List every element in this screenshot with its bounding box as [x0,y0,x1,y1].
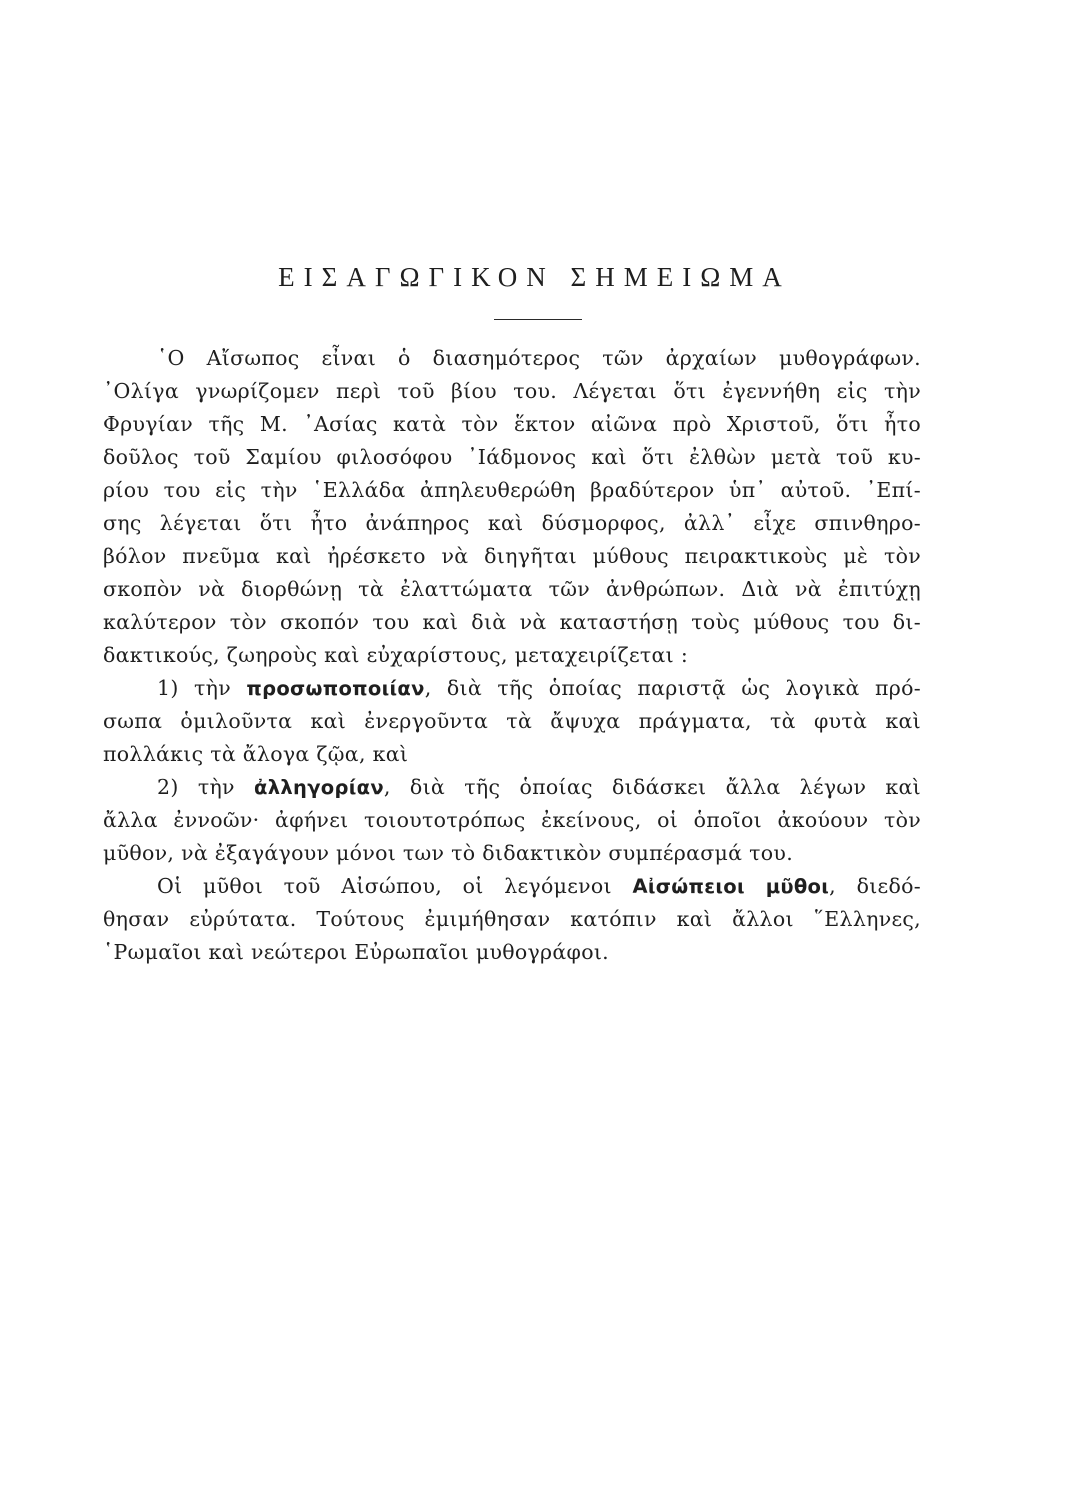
text-line: δακτικούς, ζωηροὺς καὶ εὐχαρίστους, μεταχειρίζεται : [103,643,689,667]
text-line: βόλον πνεῦμα καὶ ἠρέσκετο νὰ διηγῆται μύθους πειρακτικοὺς μὲ τὸν [103,544,921,568]
text-segment: , διὰ τῆς ὁποίας παριστᾷ ὡς λογικὰ πρό- [424,676,921,700]
bold-term: Αἰσώπειοι μῦθοι [632,875,830,898]
text-line: καλύτερον τὸν σκοπόν του καὶ διὰ νὰ καταστήσῃ τοὺς μύθους του δι- [103,610,921,634]
text-line: σωπα ὁμιλοῦντα καὶ ἐνεργοῦντα τὰ ἄψυχα πράγματα, τὰ φυτὰ καὶ [103,709,921,733]
text-line [103,870,921,903]
page-title: ΕΙΣΑΓΩΓΙΚΟΝ ΣΗΜΕΙΩΜΑ [278,262,791,292]
text-segment: , διεδό- [829,874,921,898]
text-line: ᾽Ολίγα γνωρίζομεν περὶ τοῦ βίου του. Λέγεται ὅτι ἐγεννήθη εἰς τὴν [103,379,921,403]
bold-term: ἀλληγορίαν [254,776,384,799]
bold-term: προσωποποιίαν [246,677,425,700]
text-line: ἄλλα ἐννοῶν· ἀφήνει τοιουτοτρόπως ἐκείνους, οἱ ὁποῖοι ἀκούουν τὸν [103,808,921,832]
text-segment: 2) τὴν [157,775,255,799]
text-line: μῦθον, νὰ ἐξαγάγουν μόνοι των τὸ διδακτικὸν συμπέρασμά του. [103,841,794,865]
text-line: σης λέγεται ὅτι ἦτο ἀνάπηρος καὶ δύσμορφος, ἀλλ᾽ εἶχε σπινθηρο- [103,511,921,535]
text-line: πολλάκις τὰ ἄλογα ζῷα, καὶ [103,742,409,766]
text-line: θησαν εὐρύτατα. Τούτους ἐμιμήθησαν κατόπιν καὶ ἄλλοι ῞Ελληνες, [103,907,921,931]
text-segment: Οἱ μῦθοι τοῦ Αἰσώπου, οἱ λεγόμενοι [157,874,633,898]
title-divider [494,319,582,320]
text-line: δοῦλος τοῦ Σαμίου φιλοσόφου ᾽Ιάδμονος καὶ ὅτι ἐλθὼν μετὰ τοῦ κυ- [103,445,921,469]
text-segment: , διὰ τῆς ὁποίας διδάσκει ἄλλα λέγων καὶ [383,775,921,799]
text-line: ῾Ο Αἴσωπος εἶναι ὁ διασημότερος τῶν ἀρχαίων μυθογράφων. [157,346,921,370]
text-line: ρίου του εἰς τὴν ῾Ελλάδα ἀπηλευθερώθη βραδύτερον ὑπ᾽ αὐτοῦ. ᾽Επί- [103,478,921,502]
text-line: ῾Ρωμαῖοι καὶ νεώτεροι Εὐρωπαῖοι μυθογράφοι. [103,940,609,964]
body-text [103,342,921,969]
text-segment: 1) τὴν [157,676,247,700]
text-line [103,672,921,705]
text-line: Φρυγίαν τῆς Μ. ᾽Ασίας κατὰ τὸν ἕκτον αἰῶνα πρὸ Χριστοῦ, ὅτι ἦτο [103,412,921,436]
text-line: σκοπὸν νὰ διορθώνῃ τὰ ἐλαττώματα τῶν ἀνθρώπων. Διὰ νὰ ἐπιτύχῃ [103,577,921,601]
text-line [103,771,921,804]
